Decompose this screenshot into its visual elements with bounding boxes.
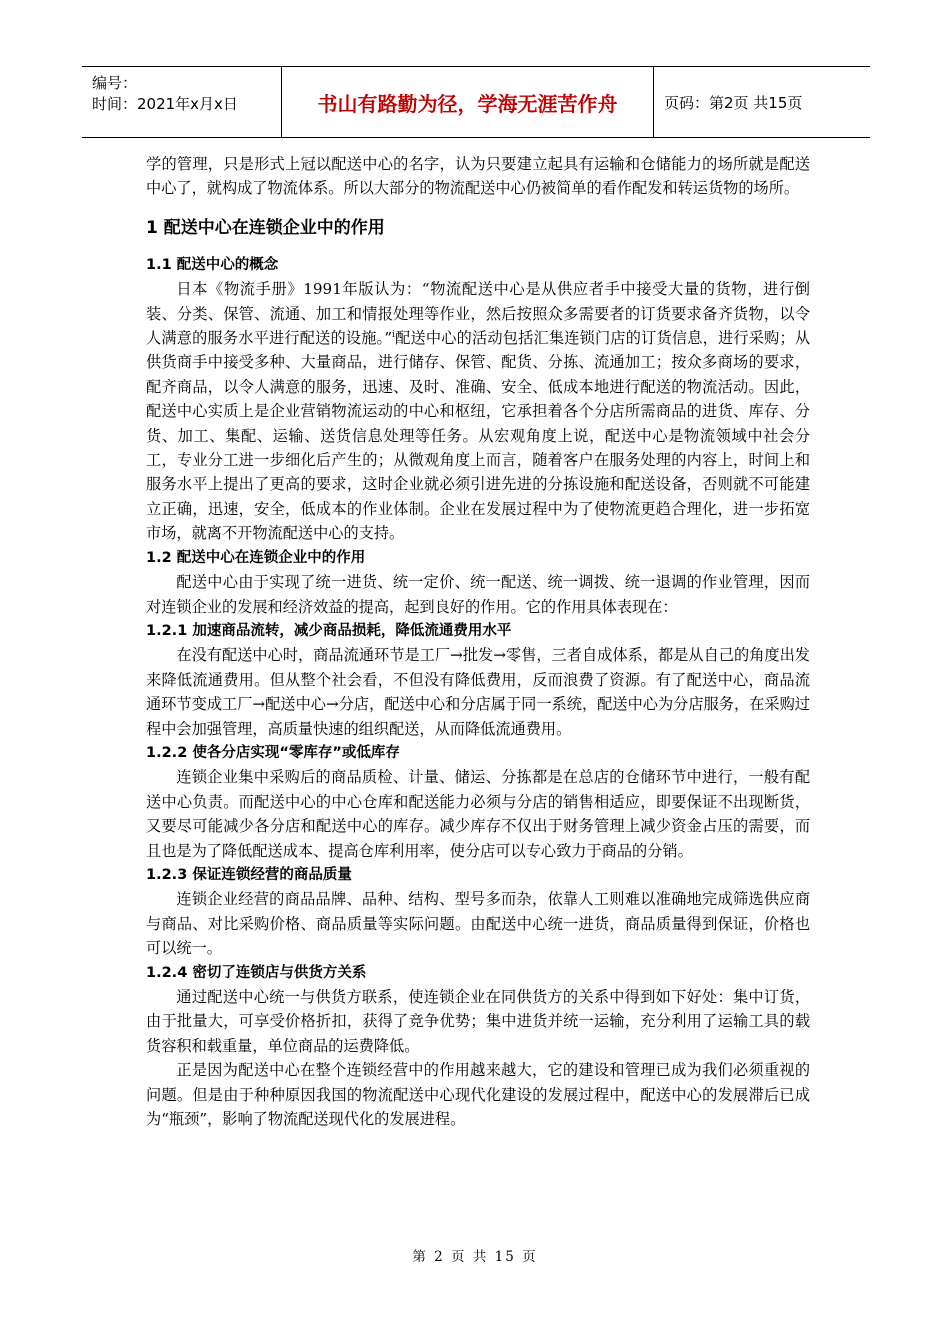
page-footer: 第 2 页 共 15 页 (412, 1249, 538, 1265)
intro-paragraph: 学的管理，只是形式上冠以配送中心的名字，认为只要建立起具有运输和仓储能力的场所就是配送中心了，就构成了物流体系。所以大部分的物流配送中心仍被简单的看作配发和转运货物的场所。 (146, 155, 810, 198)
section-1-2-paragraph: 配送中心由于实现了统一进货、统一定价、统一配送、统一调拨、统一退调的作业管理，因而对连锁企业的发展和经济效益的提高，起到良好的作用。它的作用具体表现在： (146, 573, 810, 616)
page-header (82, 66, 870, 138)
section-1-2-title: 1.2 配送中心在连锁企业中的作用 (146, 549, 366, 566)
closing-paragraph: 正是因为配送中心在整个连锁经营中的作用越来越大，它的建设和管理已成为我们必须重视的问题。但是由于种种原因我国的物流配送中心现代化建设的发展过程中，配送中心的发展滞后已成为“瓶颈”，影响了物流配送现代化的发展进程。 (146, 1061, 810, 1129)
section-1-1-paragraph (146, 277, 810, 545)
section-1-2-2-title: 1.2.2 使各分店实现“零库存”或低库存 (146, 744, 400, 761)
document-body (146, 152, 810, 1131)
section-1-2-4-paragraph: 通过配送中心统一与供货方联系，使连锁企业在同供货方的关系中得到如下好处：集中订货，由于批量大，可享受价格折扣，获得了竞争优势；集中进货并统一运输，充分利用了运输工具的载货容积和载重量，单位商品的运费降低。 (146, 988, 810, 1055)
section-1-1-title: 1.1 配送中心的概念 (146, 256, 279, 273)
header-meta (82, 67, 282, 137)
header-time-label: 时间：2021年x月x日 (92, 95, 238, 113)
footnote-marker[interactable]: i (392, 329, 395, 340)
section-1-2-3-paragraph: 连锁企业经营的商品品牌、品种、结构、型号多而杂，依靠人工则难以准确地完成筛选供应商与商品、对比采购价格、商品质量等实际问题。由配送中心统一进货，商品质量得到保证，价格也可以统一。 (146, 890, 810, 958)
section-1-2-2-paragraph: 连锁企业集中采购后的商品质检、计量、储运、分拣都是在总店的仓储环节中进行，一般有配送中心负责。而配送中心的中心仓库和配送能力必须与分店的销售相适应，即要保证不出现断货，又要尽可能减少各分店和配送中心的库存。减少库存不仅出于财务管理上减少资金占压的需要，而且也是为了降低配送成本、提高仓库利用率，使分店可以专心致力于商品的分销。 (146, 768, 810, 860)
section-1-title: 1 配送中心在连锁企业中的作用 (146, 217, 385, 238)
section-1-2-1-paragraph: 在没有配送中心时，商品流通环节是工厂→批发→零售，三者自成体系，都是从自己的角度出发来降低流通费用。但从整个社会看，不但没有降低费用，反而浪费了资源。有了配送中心，商品流通环节变成工厂→配送中心→分店，配送中心和分店属于同一系统，配送中心为分店服务，在采购过程中会加强管理，高质量快速的组织配送，从而降低流通费用。 (146, 646, 810, 738)
section-1-2-4-title: 1.2.4 密切了连锁店与供货方关系 (146, 964, 367, 981)
header-page-info: 页码：第2页 共15页 (664, 93, 803, 112)
header-number-label: 编号： (92, 74, 138, 92)
section-1-2-1-title: 1.2.1 加速商品流转，减少商品损耗，降低流通费用水平 (146, 622, 512, 639)
section-1-1-text-b: 配送中心的活动包括汇集连锁门店的订货信息，进行采购；从供货商手中接受多种、大量商品，进行储存、保管、配货、分拣、流通加工；按众多商场的要求，配齐商品，以令人满意的服务，迅速、及时、准确、安全、低成本地进行配送的物流活动。因此，配送中心实质上是企业营销物流运动的中心和枢纽，它承担着各个分店所需商品的进货、库存、分货、加工、集配、运输、送货信息处理等任务。从宏观角度上说，配送中心是物流领域中社会分工，专业分工进一步细化后产生的；从微观角度上而言，随着客户在服务处理的内容上，时间上和服务水平上提出了更高的要求，这时企业就必须引进先进的分拣设施和配送设备，否则就不可能建立正确，迅速，安全，低成本的作业体制。企业在发展过程中为了使物流更趋合理化，进一步拓宽市场，就离不开物流配送中心的支持。 (146, 329, 811, 543)
header-motto: 书山有路勤为径，学海无涯苦作舟 (282, 67, 654, 137)
section-1-1-text-a: 日本《物流手册》1991年版认为：“物流配送中心是从供应者手中接受大量的货物，进行倒装、分类、保管、流通、加工和情报处理等作业，然后按照众多需要者的订货要求备齐货物，以令人满意的服务水平进行配送的设施。” (146, 280, 810, 348)
section-1-2-3-title: 1.2.3 保证连锁经营的商品质量 (146, 866, 352, 883)
